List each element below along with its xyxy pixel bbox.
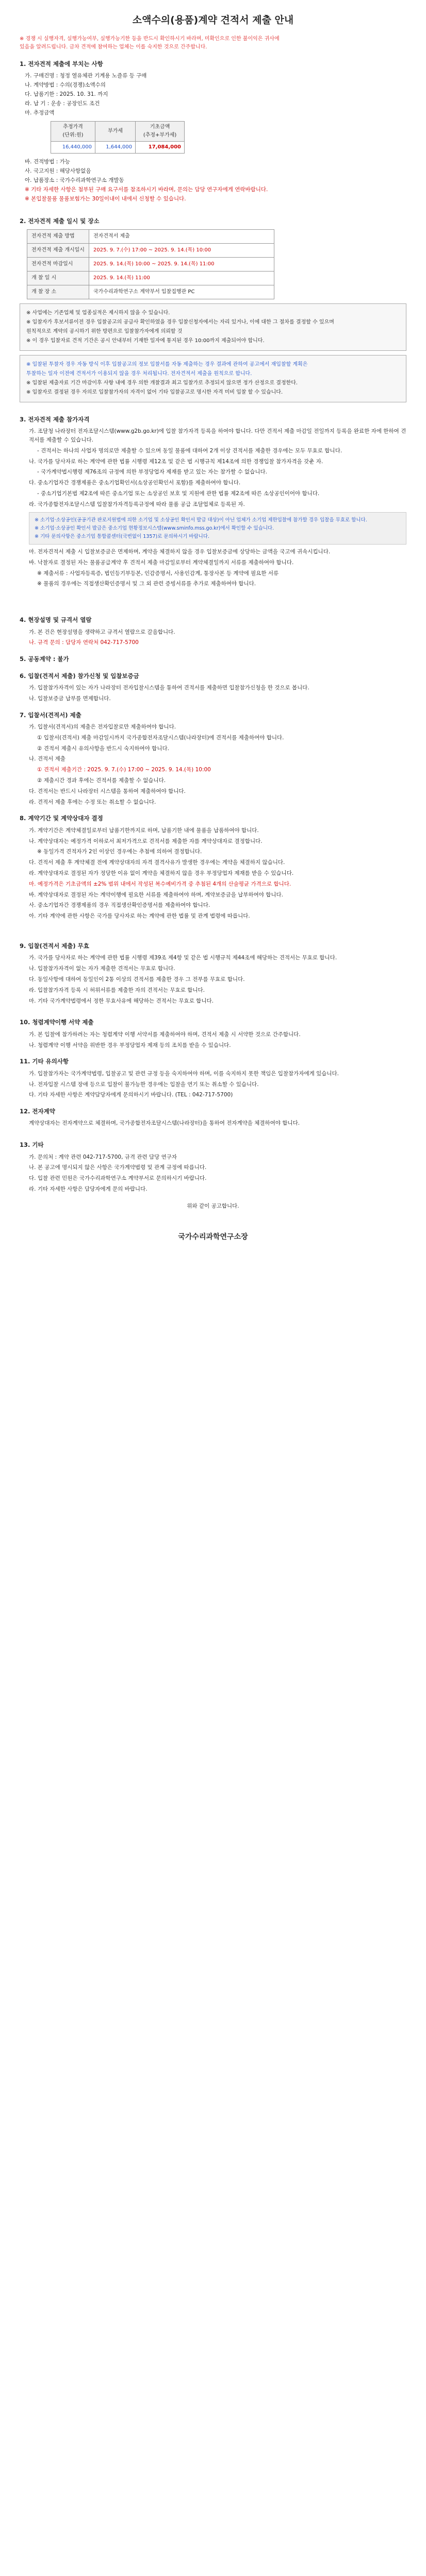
paragraph: 나. 견적서 제출 (29, 756, 65, 762)
paragraph: 나. 본 공고에 명시되지 않은 사항은 국가계약법령 및 관계 규정에 따릅니다. (29, 1164, 207, 1171)
section-title: 9. 입찰(견적서 제출) 무효 (20, 942, 89, 950)
section-6 (20, 671, 406, 703)
paragraph: 사. 중소기업자간 경쟁제품의 경우 직접생산확인증명서를 제출하여야 합니다. (29, 902, 210, 909)
section-title: 5. 공동계약 : 불가 (20, 655, 69, 663)
paragraph: 가. 입찰참가자격이 있는 자가 나라장터 전자입찰시스템을 통하여 견적서를 제출하면 입찰참가신청을 한 것으로 봅니다. (29, 685, 309, 691)
paragraph: 나. 계약상대자는 예정가격 이하로서 최저가격으로 견적서를 제출한 자를 계약상대자로 결정합니다. (29, 838, 263, 844)
section-title: 10. 청렴계약이행 서약 제출 (20, 1019, 94, 1026)
col-header: 추정가격 (단위:원) (51, 122, 95, 142)
section-4 (20, 615, 406, 647)
section-9 (20, 941, 406, 1005)
paragraph: ② 견적서 제출시 유의사항을 반드시 숙지하여야 합니다. (37, 745, 169, 752)
note: ※ 이 경우 입찰자료 견적 기간은 공시 안내부터 기재한 일자에 통지된 경우 10:00까지 제출되어야 합니다. (26, 337, 265, 344)
section-title: 4. 현장설명 및 규격서 열람 (20, 616, 92, 624)
paragraph: 라. 계약상대자로 결정된 자가 정당한 이유 없이 계약을 체결하지 않을 경우 부정당업자 제재를 받을 수 있습니다. (29, 870, 294, 876)
schedule-notes (20, 303, 406, 351)
section-title: 2. 전자견적 제출 일시 및 장소 (20, 217, 100, 225)
row-label: 전자견적 마감일시 (27, 257, 89, 271)
item: 다. 납품기한 : 2025. 10. 31. 까지 (25, 91, 108, 97)
paragraph: ※ 동일가격 견적자가 2인 이상인 경우에는 추첨에 의하여 결정합니다. (37, 849, 202, 855)
paragraph: 나. 입찰보증금 납부를 면제합니다. (29, 695, 111, 702)
estimated-price: 16,440,000 (51, 142, 95, 154)
paragraph: 나. 규격 문의 : 담당자 연락처 042-717-5700 (29, 639, 139, 646)
paragraph: - 견적서는 하나의 사업자 명의로만 제출할 수 있으며 동일 물품에 대하여 2개 이상 견적서를 제출한 경우에는 모두 무효로 합니다. (37, 447, 342, 454)
base-amount: 17,084,000 (136, 142, 185, 154)
paragraph: 다. 견적서는 반드시 나라장터 시스템을 통하여 제출하여야 합니다. (29, 788, 186, 794)
section-1 (20, 59, 406, 203)
paragraph: 다. 견적서 제출 후 계약체결 전에 계약상대자의 자격 결격사유가 발생한 경우에는 계약을 체결하지 않습니다. (29, 859, 285, 866)
issuer-signature: 국가수리과학연구소장 (178, 1232, 248, 1241)
paragraph: 가. 입찰참가자는 국가계약법령, 입찰공고 및 관련 규정 등을 숙지하여야 하며, 이를 숙지하지 못한 책임은 입찰참가자에게 있습니다. (29, 1070, 339, 1077)
paragraph: 가. 본 입찰에 참가하려는 자는 청렴계약 이행 서약서를 제출하여야 하며, 견적서 제출 시 서약한 것으로 간주합니다. (29, 1031, 301, 1038)
paragraph: - 국가계약법시행령 제76조의 규정에 의한 부정당업자 제재를 받고 있는 자는 참가할 수 없습니다. (37, 469, 267, 476)
section-12 (20, 1107, 406, 1128)
section-title: 11. 기타 유의사항 (20, 1058, 69, 1065)
paragraph: 아. 기타 계약에 관한 사항은 국가를 당사자로 하는 계약에 관한 법률 및 관계 법령에 따릅니다. (29, 913, 250, 920)
paragraph: ※ 제출서류 : 사업자등록증, 법인등기부등본, 인감증명서, 사용인감계, 통장사본 등 계약에 필요한 서류 (37, 570, 279, 577)
estimated-price-table (51, 121, 185, 154)
section-title: 1. 전자견적 제출에 부치는 사항 (20, 60, 103, 67)
row-label: 개 찰 장 소 (27, 285, 89, 299)
row-value: 2025. 9. 14.(목) 10:00 ~ 2025. 9. 14.(목) 11:00 (89, 257, 274, 271)
paragraph: ① 입찰서(견적서) 제출 마감일시까지 국가종합전자조달시스템(나라장터)에 견적서를 제출하여야 합니다. (37, 734, 284, 741)
section-11 (20, 1057, 406, 1099)
item: 아. 납품장소 : 국가수리과학연구소 개발동 (25, 177, 124, 183)
paragraph: 라. 기타 자세한 사항은 담당자에게 문의 바랍니다. (29, 1186, 148, 1193)
paragraph: 가. 국가를 당사자로 하는 계약에 관한 법률 시행령 제39조 제4항 및 같은 법 시행규칙 제44조에 해당하는 견적서는 무효로 합니다. (29, 955, 337, 961)
note: ※ 입찰자로 결정된 경우 자의로 입찰참가자의 자격이 없어 기타 입찰공고로 명시한 자격 미비 입찰 할 수 있습니다. (26, 389, 283, 395)
row-label: 개 찰 일 시 (27, 271, 89, 285)
note: ※ 본입찰물품 물품보험가는 30일이내이 내에서 신청할 수 있습니다. (25, 195, 186, 202)
paragraph: ② 제출시간 경과 후에는 견적서를 제출할 수 없습니다. (37, 777, 166, 784)
section-title: 6. 입찰(견적서 제출) 참가신청 및 입찰보증금 (20, 672, 139, 680)
section-title: 3. 전자견적 제출 참가자격 (20, 415, 90, 423)
paragraph: ① 견적서 제출기간 : 2025. 9. 7.(수) 17:00 ~ 2025. 9. 14.(목) 10:00 (37, 767, 211, 773)
paragraph: 라. 견적서 제출 후에는 수정 또는 취소할 수 없습니다. (29, 799, 156, 805)
note: ※ 사업에는 기존업체 및 업종실적은 제시하지 않을 수 있습니다. (26, 310, 170, 316)
paragraph: 가. 입찰서(견적서)의 제출은 전자입찰로만 제출하여야 합니다. (29, 724, 176, 731)
note: 원칙적으로 계약의 공시하기 위한 방편으로 입찰참가자에게 의뢰할 것 (26, 328, 183, 334)
warning-line: ※ 경쟁 시 실행자격, 실행가능여부, 실행가능기한 등을 반드시 확인하시기 바라며, 미확인으로 인한 불이익은 귀사에 (20, 36, 280, 42)
paragraph: 가. 조달청 나라장터 전자조달시스템(www.g2b.go.kr)에 입찰 참가자격 등록을 하여야 합니다. 다만 견적서 제출 마감일 전일까지 등록을 완료한 자에 한하여 견적서를 제출할 수 있습니다. (29, 428, 406, 443)
warning-line: 있음을 알려드립니다. 금차 견적에 참여하는 업체는 이를 숙지한 것으로 간주합니다. (20, 44, 207, 50)
note: ※ 입찰된 제출자료 기간 마감이후 사항 내에 경우 의한 개찰결과 최고 입찰가로 추정되지 않으면 정가 산정으로 결정한다. (26, 380, 298, 386)
item: 라. 납 기 : 운송 : 공장인도 조건 (25, 100, 100, 107)
section-7 (20, 710, 406, 807)
item: 마. 추정금액 (25, 109, 55, 116)
section-3 (20, 415, 406, 589)
paragraph: 나. 청렴계약 이행 서약을 위반한 경우 부정당업자 제재 등의 조치를 받을 수 있습니다. (29, 1042, 231, 1048)
paragraph: 바. 낙찰자로 결정된 자는 물품공급계약 후 견적서 제출 마감일로부터 계약체결일까지 서류를 제출하여야 합니다. (29, 559, 294, 566)
paragraph: 계약상대자는 전자계약으로 체결하며, 국가종합전자조달시스템(나라장터)을 통하여 전자계약을 체결하여야 합니다. (29, 1120, 300, 1127)
section-title: 8. 계약기간 및 계약상대자 결정 (20, 815, 103, 822)
item: 바. 견적방법 : 가능 (25, 159, 70, 165)
section-2 (20, 216, 406, 402)
note: ※ 소기업·소상공인(공공기관 판로지원법에 의한 소기업 및 소상공인 확인서 발급 대상)이 아닌 업체가 소기업 제한입찰에 참가할 경우 입찰을 무효로 합니다. (35, 517, 367, 523)
paragraph: 마. 전자견적서 제출 시 입찰보증금은 면제하며, 계약을 체결하지 않을 경우 입찰보증금에 상당하는 금액을 국고에 귀속시킵니다. (29, 549, 331, 555)
note: ※ 기타 자세한 사항은 첨부된 구매 요구서를 참조하시기 바라며, 문의는 담당 연구자에게 연락바랍니다. (25, 186, 268, 193)
paragraph: 다. 기타 자세한 사항은 계약담당자에게 문의하시기 바랍니다. (TEL : 042-717-5700) (29, 1092, 233, 1098)
paragraph: 가. 본 건은 현장설명을 생략하고 규격서 열람으로 갈음합니다. (29, 629, 175, 635)
paragraph: 마. 기타 국가계약법령에서 정한 무효사유에 해당하는 견적서는 무효로 합니다. (29, 997, 214, 1004)
paragraph: 나. 국가를 당사자로 하는 계약에 관한 법률 시행령 제12조 및 같은 법 시행규칙 제14조에 의한 경쟁입찰 참가자격을 갖춘 자. (29, 458, 323, 465)
paragraph: 라. 입찰참가자격 등록 시 허위서류를 제출한 자의 견적서는 무효로 합니다. (29, 987, 205, 993)
paragraph: 다. 동일사항에 대하여 동일인이 2통 이상의 견적서를 제출한 경우 그 전부를 무효로 합니다. (29, 976, 245, 982)
paragraph: 다. 중소기업자간 경쟁제품은 중소기업확인서(소상공인확인서 포함)를 제출하여야 합니다. (29, 480, 241, 486)
section-8 (20, 814, 406, 921)
item: 나. 계약방법 : 수의(경쟁)소액수의 (25, 82, 106, 89)
note: ※ 입찰자가 후보서류이전 경우 입찰공고의 공급사 확인하였을 경우 입찰신청자에서는 자리 있거나, 이에 대한 그 절차를 결정할 수 있으며 (26, 319, 334, 325)
paragraph: 마. 예정가격은 기초금액의 ±2% 범위 내에서 작성된 복수예비가격 중 추첨된 4개의 산술평균 가격으로 합니다. (29, 880, 291, 887)
paragraph: 라. 국가종합전자조달시스템 입찰참가자격등록규정에 따라 물품 공급 조달업체로 등록된 자. (29, 501, 245, 507)
section-title: 12. 전자계약 (20, 1108, 55, 1115)
small-business-notice (29, 512, 406, 545)
note: ※ 소기업·소상공인 확인서 발급은 중소기업 현황정보시스템(www.sminfo.mss.go.kr)에서 확인할 수 있습니다. (35, 525, 274, 531)
paragraph: - 중소기업기본법 제2조에 따른 중소기업 또는 소상공인 보호 및 지원에 관한 법률 제2조에 따른 소상공인이어야 합니다. (37, 490, 320, 497)
section-title: 7. 입찰서(견적서) 제출 (20, 711, 81, 719)
paragraph: 나. 입찰참가자격이 없는 자가 제출한 견적서는 무효로 합니다. (29, 965, 175, 972)
row-value: 2025. 9. 14.(목) 11:00 (89, 271, 274, 285)
row-label: 전자견적 제출 개시일시 (27, 243, 89, 257)
section-13 (20, 1140, 406, 1210)
paragraph: 다. 입찰 관련 민원은 국가수리과학연구소 계약부서로 문의하시기 바랍니다. (29, 1175, 207, 1182)
section-10 (20, 1018, 406, 1049)
paragraph: ※ 물품의 경우에는 직접생산확인증명서 및 그 외 관련 증빙서류를 추가로 제출하여야 합니다. (37, 581, 256, 587)
section-title: 13. 기타 (20, 1141, 44, 1149)
note: ※ 입찰된 투찰자 경우 자동 방식 이후 입찰공고의 정보 입찰서를 자동 제출하는 경우 결과에 관하여 공고에서 재입찰할 계획은 (26, 361, 308, 367)
paragraph: 나. 전자입찰 시스템 장애 등으로 입찰이 불가능한 경우에는 입찰을 연기 또는 취소할 수 있습니다. (29, 1081, 259, 1088)
paragraph: 바. 계약상대자로 결정된 자는 계약이행에 필요한 서류를 제출하여야 하며, 계약보증금을 납부하여야 합니다. (29, 891, 284, 898)
item: 가. 구매건명 : 청정 열유체관 기계용 노즐류 등 구매 (25, 73, 147, 79)
section-5 (20, 654, 406, 664)
col-header: 기초금액 (추정+부가세) (136, 122, 185, 142)
schedule-table (27, 229, 274, 299)
warning-note (20, 35, 406, 51)
document-title: 소액수의(용품)계약 견적서 제출 안내 (132, 14, 294, 26)
note: ※ 기타 문의사항은 중소기업 통합콜센터(국번없이 1357)로 문의하시기 바랍니다. (35, 533, 210, 539)
row-value: 국가수리과학연구소 계약부서 입찰집행관 PC (89, 285, 274, 299)
col-header: 부가세 (95, 122, 135, 142)
row-value: 전자견적서 제출 (89, 229, 274, 243)
note: 투찰하는 일자 이전에 견적서가 이용되지 않을 경우 처리됩니다. 전자견적서 제출을 원칙으로 합니다. (26, 370, 252, 377)
row-label: 전자견적 제출 방법 (27, 229, 89, 243)
paragraph: 가. 계약기간은 계약체결일로부터 납품기한까지로 하며, 납품기한 내에 물품을 납품하여야 합니다. (29, 827, 259, 834)
item: 사. 국고지원 : 해당사항없음 (25, 168, 91, 175)
row-value: 2025. 9. 7.(수) 17:00 ~ 2025. 9. 14.(목) 10:00 (89, 243, 274, 257)
vat: 1,644,000 (95, 142, 135, 154)
paragraph: 가. 문의처 : 계약 관련 042-717-5700, 규격 관련 담당 연구자 (29, 1154, 177, 1160)
bid-notes (20, 355, 406, 402)
closing-text: 위와 같이 공고합니다. (187, 1202, 239, 1209)
